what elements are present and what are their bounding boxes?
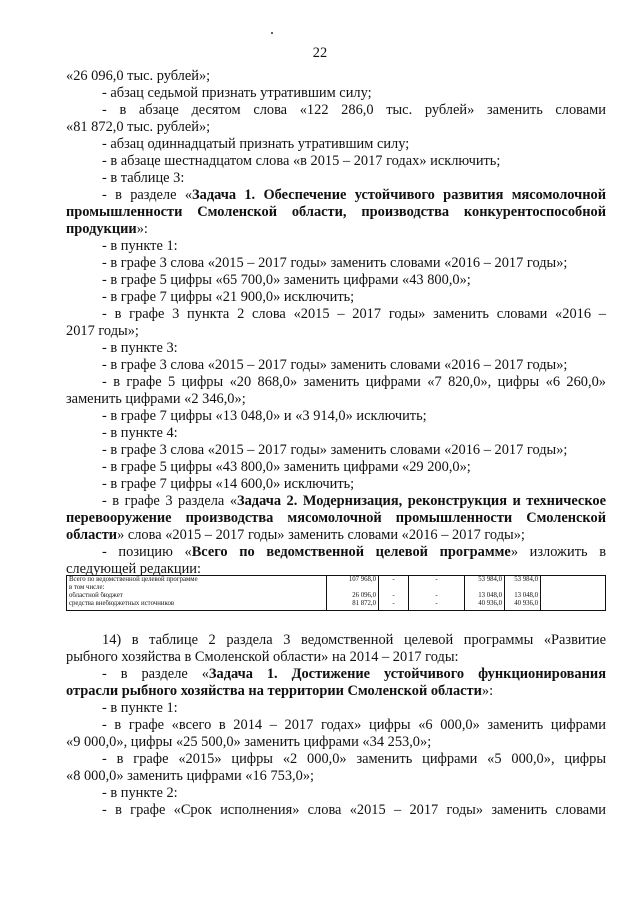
row-label-regional-budget: областной бюджет [69, 592, 123, 599]
task1-prefix: - в разделе « [102, 187, 193, 203]
text-line: - в пункте 1: [102, 238, 178, 254]
value-2016-extrabudgetary: 40 936,0 [478, 600, 502, 607]
dash-value: - [435, 576, 438, 583]
document-body-lower [66, 632, 606, 819]
total-regional-value: 26 096,0 [352, 592, 376, 599]
value-2017-blank [507, 584, 538, 592]
position-prefix: - позицию « [102, 544, 192, 560]
row-label-extrabudgetary: средства внебюджетных источников [69, 600, 175, 607]
row-label-including: в том числе: [69, 584, 105, 591]
total-value: 107 968,0 [348, 576, 376, 583]
text-line: - в графе 5 цифры «20 868,0» заменить цифрами «7 820,0», цифры «6 260,0» [102, 374, 606, 390]
text-line: рыбного хозяйства в Смоленской области» на 2014 – 2017 годы: [66, 649, 459, 665]
task2-prefix: - в графе 3 раздела « [102, 493, 238, 509]
task1-heading-line-1 [66, 187, 606, 204]
budget-table [66, 575, 606, 611]
table-row [67, 576, 606, 611]
paragraph-group-bottom [66, 700, 606, 819]
dash-value: - [435, 592, 438, 599]
text-line: - в графе 3 слова «2015 – 2017 годы» заменить словами «2016 – 2017 годы»; [102, 255, 568, 271]
text-line: 14) в таблице 2 раздела 3 ведомственной целевой программы «Развитие [102, 632, 606, 648]
scan-speck [271, 32, 273, 34]
text-line: «26 096,0 тыс. рублей»; [66, 68, 211, 84]
text-line: - в графе 5 цифры «43 800,0» заменить цифрами «29 200,0»; [102, 459, 471, 475]
table-2016-cell [465, 576, 505, 611]
task3-title-part-1: Задача 1. Достижение устойчивого функционирования [208, 666, 606, 682]
text-line: - абзац седьмой признать утратившим силу; [102, 85, 372, 101]
table-2017-cell [505, 576, 541, 611]
text-line: - в абзаце шестнадцатом слова «в 2015 – 2017 годах» исключить; [102, 153, 501, 169]
budget-table-wrap [66, 575, 606, 611]
task3-heading-line-2 [66, 683, 606, 700]
text-line: - в пункте 1: [102, 700, 178, 716]
dash-value: - [392, 600, 395, 607]
value-2017-extrabudgetary: 40 936,0 [514, 600, 538, 607]
table-dash-cell-1 [379, 576, 409, 611]
text-line: - в графе 5 цифры «65 700,0» заменить цифрами «43 800,0»; [102, 272, 471, 288]
value-2016-total: 53 984,0 [478, 576, 502, 583]
text-line: - в графе «2015» цифры «2 000,0» заменить цифрами «5 000,0», цифры [102, 751, 606, 767]
paragraph-group-top [66, 68, 606, 187]
position-line-1 [66, 544, 606, 561]
task2-heading-line-2 [66, 510, 606, 527]
task3-suffix: »: [481, 683, 494, 699]
task1-suffix: »: [136, 221, 148, 237]
table-total-cell [327, 576, 379, 611]
text-line: - в пункте 3: [102, 340, 178, 356]
total-extrabudgetary-value: 81 872,0 [352, 600, 376, 607]
text-line: - в графе 3 слова «2015 – 2017 годы» заменить словами «2016 – 2017 годы»; [102, 357, 568, 373]
text-line: - в графе «всего в 2014 – 2017 годах» цифры «6 000,0» заменить цифрами [102, 717, 606, 733]
task2-suffix: » слова «2015 – 2017 годы» заменить словами «2016 – 2017 годы»; [117, 527, 525, 543]
row-label-total: Всего по ведомственной целевой программе [69, 576, 198, 583]
task1-title-part-2: промышленности Смоленской области, производства конкурентоспособной [66, 204, 606, 220]
total-blank [329, 584, 376, 592]
page-number: 22 [312, 45, 328, 61]
dash-value: - [392, 592, 395, 599]
text-line: - в таблице 3: [102, 170, 185, 186]
text-line: 2017 годы»; [66, 323, 139, 339]
task1-title-part-1: Задача 1. Обеспечение устойчивого развития мясомолочной [192, 187, 606, 203]
value-2016-regional: 13 048,0 [478, 592, 502, 599]
paragraph-group-middle [66, 238, 606, 493]
text-line: «8 000,0» заменить цифрами «16 753,0»; [66, 768, 315, 784]
text-line: - в графе 7 цифры «13 048,0» и «3 914,0» исключить; [102, 408, 427, 424]
dash-value: - [435, 600, 438, 607]
table-empty-cell [541, 576, 606, 611]
text-line: - в графе 3 слова «2015 – 2017 годы» заменить словами «2016 – 2017 годы»; [102, 442, 568, 458]
text-line: - в графе 3 пункта 2 слова «2015 – 2017 годы» заменить словами «2016 – [102, 306, 606, 322]
task2-title-part-2: перевооружение производства мясомолочной промышленности Смоленской [66, 510, 606, 526]
value-2017-total: 53 984,0 [514, 576, 538, 583]
text-line: - в графе 7 цифры «14 600,0» исключить; [102, 476, 355, 492]
table-label-cell [67, 576, 327, 611]
task2-heading-line-1 [66, 493, 606, 510]
position-line-2: следующей редакции: [66, 561, 201, 577]
text-line: заменить цифрами «2 346,0»; [66, 391, 246, 407]
task1-heading-line-3 [66, 221, 606, 238]
dash-value: - [392, 576, 395, 583]
task2-heading-line-3 [66, 527, 606, 544]
text-line: «9 000,0», цифры «25 500,0» заменить цифрами «34 253,0»; [66, 734, 432, 750]
text-line: - в абзаце десятом слова «122 286,0 тыс. рублей» заменить словами [102, 102, 606, 118]
position-bold: Всего по ведомственной целевой программе [191, 544, 511, 560]
text-line: - в пункте 2: [102, 785, 178, 801]
value-2016-blank [467, 584, 502, 592]
task1-title-part-3: продукции [66, 221, 137, 237]
text-line: «81 872,0 тыс. рублей»; [66, 119, 211, 135]
task2-title-part-1: Задача 2. Модернизация, реконструкция и техническое [237, 493, 606, 509]
task2-title-part-3: области [66, 527, 118, 543]
task3-prefix: - в разделе « [102, 666, 209, 682]
table-dash-cell-2 [409, 576, 465, 611]
task3-title-part-2: отрасли рыбного хозяйства на территории Смоленской области [66, 683, 482, 699]
text-line: - абзац одиннадцатый признать утратившим силу; [102, 136, 410, 152]
paragraph-group-intro [66, 632, 606, 666]
document-body-upper [66, 68, 606, 578]
text-line: - в графе 7 цифры «21 900,0» исключить; [102, 289, 355, 305]
position-suffix: » изложить в [510, 544, 606, 560]
task1-heading-line-2 [66, 204, 606, 221]
text-line: - в пункте 4: [102, 425, 178, 441]
text-line: - в графе «Срок исполнения» слова «2015 – 2017 годы» заменить словами [102, 802, 606, 818]
value-2017-regional: 13 048,0 [514, 592, 538, 599]
task3-heading-line-1 [66, 666, 606, 683]
